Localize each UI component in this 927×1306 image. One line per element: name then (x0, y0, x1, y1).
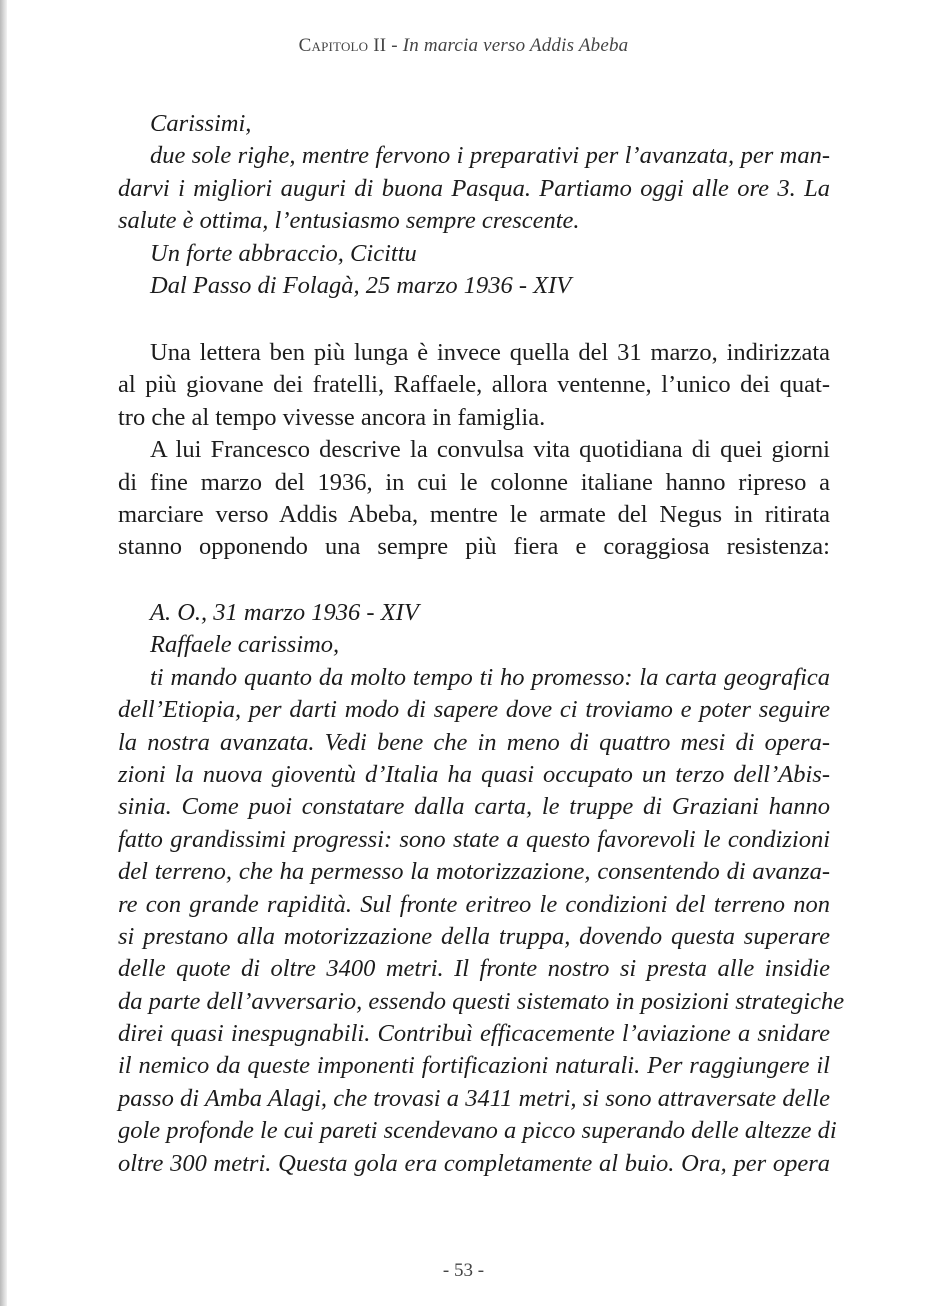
body-line: al più giovane dei fratelli, Raffaele, allora ventenne, l’unico dei quat- (118, 371, 830, 399)
letter-2-line: la nostra avanzata. Vedi bene che in meno di quattro mesi di opera- (118, 728, 830, 756)
letter-2-line: da parte dell’avversario, essendo questi sistemato in posizioni strategiche (118, 987, 845, 1015)
running-header (0, 35, 927, 57)
body-line: di fine marzo del 1936, in cui le colonne italiane hanno ripreso a (118, 468, 830, 496)
body-line: Una lettera ben più lunga è invece quella del 31 marzo, indirizzata (150, 339, 830, 366)
letter-2-line: ti mando quanto da molto tempo ti ho promesso: la carta geografica (150, 663, 830, 691)
body-line: A lui Francesco descrive la convulsa vita quotidiana di quei giorni (150, 436, 830, 464)
letter-1-line: due sole righe, mentre fervono i preparativi per l’avanzata, per man- (150, 142, 830, 170)
narrative-text (118, 337, 830, 564)
letter-2-line: direi quasi inespugnabili. Contribuì efficacemente l’aviazione a snidare (118, 1020, 830, 1048)
page-number: - 53 - (442, 1260, 485, 1281)
body-line: marciare verso Addis Abeba, mentre le armate del Negus in ritirata (118, 500, 830, 528)
letter-1-line: darvi i migliori auguri di buona Pasqua. Partiamo oggi alle ore 3. La (118, 174, 830, 202)
letter-2-line: si prestano alla motorizzazione della truppa, dovendo questa superare (118, 922, 830, 950)
letter-2-salutation: Raffaele carissimo, (150, 631, 340, 659)
letter-2-dateline: A. O., 31 marzo 1936 - XIV (150, 599, 419, 626)
letter-2-line: sinia. Come puoi constatare dalla carta, le truppe di Graziani hanno (118, 793, 830, 821)
letter-2-line: zioni la nuova gioventù d’Italia ha quasi occupato un terzo dell’Abis- (118, 760, 830, 788)
letter-1 (118, 108, 830, 302)
body-line: tro che al tempo vivesse ancora in famiglia. (118, 403, 546, 431)
letter-2 (118, 597, 845, 1180)
letter-1-signature: Un forte abbraccio, Cicittu (150, 239, 417, 267)
page-binding-shadow (0, 0, 7, 1306)
letter-2-line: dell’Etiopia, per darti modo di sapere dove ci troviamo e poter seguire (118, 696, 830, 724)
chapter-title: In marcia verso Addis Abeba (402, 35, 629, 56)
letter-2-line: oltre 300 metri. Questa gola era completamente al buio. Ora, per opera (118, 1149, 830, 1177)
chapter-label: Capitolo II (298, 35, 387, 56)
body-line: stanno opponendo una sempre più fiera e coraggiosa resistenza: (118, 533, 830, 561)
letter-2-line: delle quote di oltre 3400 metri. Il fronte nostro si presta alle insidie (118, 955, 830, 983)
letter-1-line: salute è ottima, l’entusiasmo sempre crescente. (118, 207, 580, 235)
letter-1-salutation: Carissimi, (150, 110, 252, 137)
header-separator: - (386, 35, 403, 56)
letter-2-line: passo di Amba Alagi, che trovasi a 3411 metri, si sono attraversate delle (118, 1084, 830, 1112)
letter-2-line: fatto grandissimi progressi: sono state a questo favorevoli le condizioni (118, 825, 830, 853)
letter-2-line: del terreno, che ha permesso la motorizzazione, consentendo di avanza- (118, 858, 830, 886)
letter-2-line: gole profonde le cui pareti scendevano a picco superando delle altezze di (118, 1117, 837, 1145)
letter-1-dateline: Dal Passo di Folagà, 25 marzo 1936 - XIV (150, 271, 572, 299)
letter-2-line: re con grande rapidità. Sul fronte eritreo le condizioni del terreno non (118, 890, 830, 918)
letter-2-line: il nemico da queste imponenti fortificazioni naturali. Per raggiungere il (118, 1052, 830, 1080)
